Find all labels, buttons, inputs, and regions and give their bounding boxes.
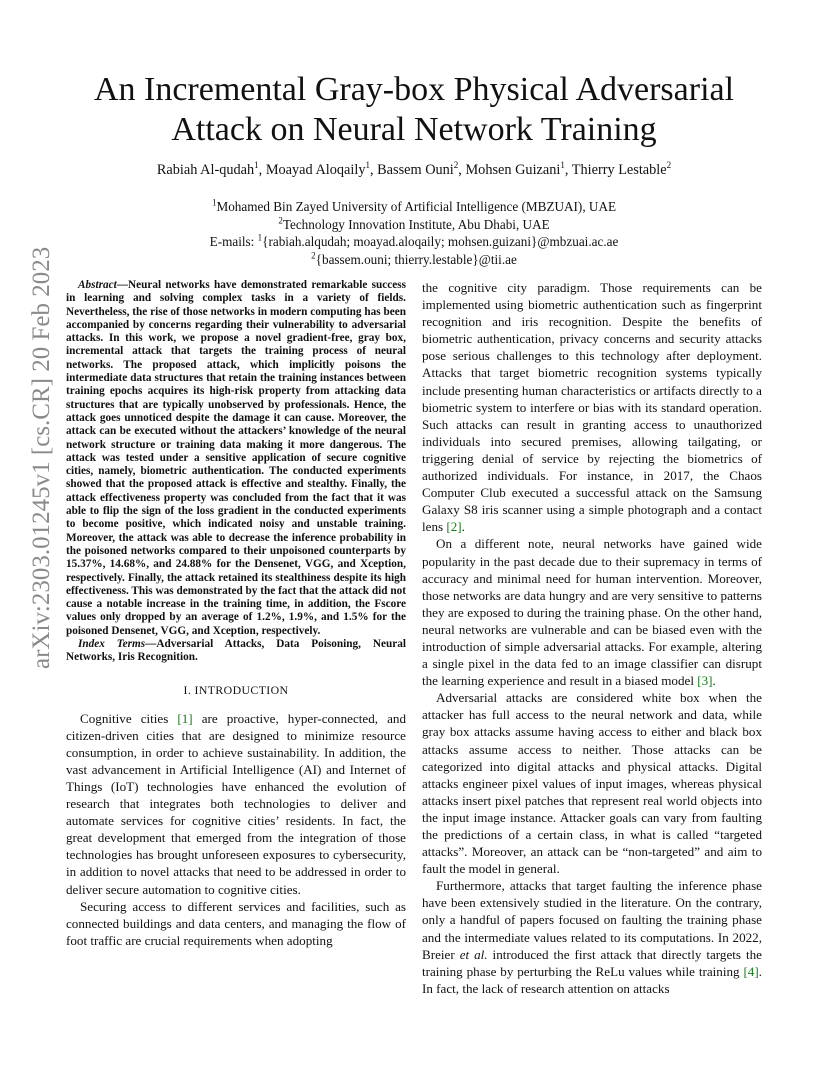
title-line-1: An Incremental Gray-box Physical Adversarial	[93, 71, 735, 108]
left-column	[66, 279, 406, 949]
citation-link[interactable]: [4]	[743, 963, 759, 979]
author: Thierry Lestable$^2$	[571, 160, 672, 178]
paragraph: Securing access to different services and facilities, such as connected buildings and data centers, and managing the flow of foot traffic are crucial requirements when adopting	[66, 898, 406, 948]
paragraph: the cognitive city paradigm. Those requirements can be implemented using biometric authentication such as fingerprint recognition and iris recognition. Despite the benefits of biometric authentication, privacy concerns and security attacks pose serious challenges to this technology after deployment. Attacks that target biometric recognition systems typically include presenting human characteristics or artifacts directly to a biometric system to interfere or bias with its standard operation. Such attacks can result in granting access to unauthorized individuals into secured premises, allowing tailgating, or triggering denial of service by rejecting the biometrics of authorized individuals. For instance, in 2017, the Chaos Computer Club executed a successful attack on the Samsung Galaxy S8 iris scanner using a simple photograph and a contact lens [2].	[422, 280, 762, 535]
paragraph: Cognitive cities [1] are proactive, hyper-connected, and citizen-driven cities that are designed to minimize resource consumption, in order to achieve sustainability. In addition, the vast advancement in Artificial Intelligence (AI) and Internet of Things (IoT) technologies have enhanced the evolution of research that integrates both technologies to deliver and automate services for cognitive cities’ residents. In fact, the great development that emerged from the integration of those technologies has brought unforeseen exposures to cybersecurity, in addition to novel attacks that need to be addressed in order to deliver secure automation to cognitive cities.	[66, 710, 406, 897]
index-terms-label: Index Terms	[78, 638, 146, 651]
email-line-2: $^2${bassem.ouni; thierry.lestable}@tii.ae	[311, 250, 517, 267]
abstract-text: —Neural networks have demonstrated remarkable success in learning and solving complex tasks in a variety of fields. Nevertheless, the rise of those networks in modern computing has been accompanied by concerns regarding their vulnerability to adversarial attacks. In this work, we propose a novel gradient-free, gray box, incremental attack that targets the training process of neural networks. The proposed attack, which implicitly poisons the intermediate data structures that retain the training instances between training epochs acquires its high-risk property from attacking data structures that are typically unobserved by professionals. Hence, the attack goes unnoticed despite the damage it can cause. Moreover, the attack can be executed without the attackers’ knowledge of the neural network structure or training data making it more dangerous. The attack was tested under a sensitive application of secure cognitive cities, namely, biometric authentication. The conducted experiments showed that the proposed attack is effective and stealthy. Finally, the attack effectiveness property was concluded from the fact that it was able to flip the sign of the loss gradient in the conducted experiments to become positive, which indicated noisy and unstable training. Moreover, the attack was able to decrease the inference probability in the poisoned networks compared to their unpoisoned counterparts by 15.37%, 14.68%, and 24.88% for the Densenet, VGG, and Xception, respectively. Finally, the attack retained its stealthiness despite its high effectiveness. This was demonstrated by the fact that the attack did not cause a notable increase in the training time, in addition, the Fscore values only dropped by an average of 1.2%, 1.9%, and 1.5% for the poisoned Densenet, VGG, and Xception, respectively.	[66, 279, 406, 637]
intro-body-left	[66, 710, 406, 949]
paragraph: Adversarial attacks are considered white box when the attacker has full access to the neural network and data, while gray box attacks assume having access to either and black box attacks assume access to neither. Those attacks can be categorized into digital attacks and physical attacks. Digital attacks engineer pixel values of input images, whereas physical attacks insert pixel patches that represent real world objects into the input image instance. Attacker goals can vary from faulting the predictions of a certain class, in what is called “targeted attacks”. Moreover, an attack can be “non-targeted” and aim to fault the model in general.	[422, 690, 762, 877]
abstract-label: Abstract	[78, 279, 117, 291]
author: Rabiah Al-qudah$^1$,	[156, 160, 266, 178]
title-line-2: Attack on Neural Network Training	[171, 111, 657, 148]
author: Bassem Ouni$^2$,	[377, 160, 466, 178]
citation-link[interactable]: [3]	[697, 673, 713, 689]
author: Moayad Aloqaily$^1$,	[265, 160, 378, 178]
index-terms: Index Terms—Adversarial Attacks, Data Poisoning, Neural Networks, Iris Recognition.	[66, 638, 406, 664]
right-column	[422, 279, 762, 997]
email-line-1: E-mails: $^1${rabiah.alqudah; moayad.aloqaily; mohsen.guizani}@mbzuai.ac.ae	[209, 232, 619, 249]
abstract	[66, 279, 406, 638]
citation-link[interactable]: [1]	[177, 710, 193, 726]
section-heading: I. INTRODUCTION	[183, 682, 289, 697]
arxiv-stamp: arXiv:2303.01245v1 [cs.CR] 20 Feb 2023	[28, 246, 55, 669]
paper-title	[60, 70, 768, 150]
author: Mohsen Guizani$^1$,	[465, 160, 572, 178]
paragraph: Furthermore, attacks that target faulting the inference phase have been extensively studied in the literature. On the contrary, only a handful of papers focused on faulting the training phase and the intermediate values related to its computations. In 2022, Breier et al. introduced the first attack that directly targets the training phase by perturbing the ReLu values while training [4]. In fact, the lack of research attention on attacks	[422, 878, 762, 996]
affiliation-2: $^2$Technology Innovation Institute, Abu Dhabi, UAE	[278, 215, 550, 232]
intro-body-right	[422, 279, 762, 997]
affiliation-1: $^1$Mohamed Bin Zayed University of Artificial Intelligence (MBZUAI), UAE	[211, 197, 617, 214]
author-list	[60, 162, 768, 179]
affiliations	[60, 198, 768, 268]
paragraph: On a different note, neural networks have gained wide popularity in the past decade due to their supremacy in terms of accuracy and minimal need for human intervention. Moreover, those networks are data hungry and are very sensitive to patterns they are exposed to during the training phase. On the other hand, neural networks are vulnerable and can be biased even with the introduction of simple adversarial attacks. For example, altering a single pixel in the data fed to an image classifier can disrupt the learning experience and result in a biased model [3].	[422, 536, 762, 689]
citation-link[interactable]: [2]	[446, 519, 462, 535]
